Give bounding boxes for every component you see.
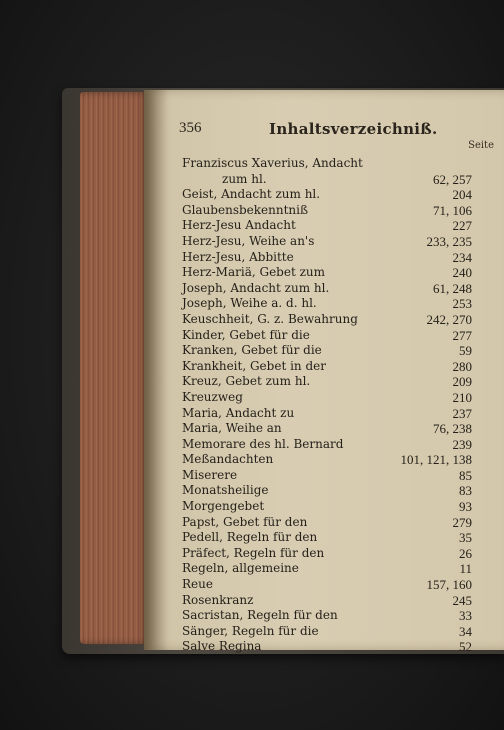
entry-title: Monatsheilige bbox=[182, 483, 269, 498]
index-entry bbox=[182, 468, 472, 484]
index-list bbox=[182, 156, 472, 655]
entry-page-numbers: 204 bbox=[452, 187, 472, 203]
entry-page-numbers: 242, 270 bbox=[426, 311, 472, 327]
entry-title: Krankheit, Gebet in der bbox=[182, 358, 326, 373]
index-entry bbox=[182, 343, 472, 359]
index-entry bbox=[182, 187, 472, 203]
index-entry bbox=[182, 359, 472, 375]
entry-page-numbers: 157, 160 bbox=[426, 577, 472, 593]
entry-title: Herz-Jesu, Weihe an's bbox=[182, 233, 315, 248]
entry-page-numbers: 237 bbox=[452, 405, 472, 421]
entry-title: Joseph, Weihe a. d. hl. bbox=[182, 296, 317, 311]
entry-page-numbers: 245 bbox=[452, 592, 472, 608]
gutter-shadow bbox=[144, 90, 168, 650]
entry-page-numbers: 61, 248 bbox=[433, 280, 472, 296]
entry-page-numbers: 85 bbox=[459, 467, 472, 483]
index-entry bbox=[182, 203, 472, 219]
index-entry bbox=[182, 281, 472, 297]
entry-title: Herz-Jesu Andacht bbox=[182, 218, 296, 233]
entry-title: Maria, Andacht zu bbox=[182, 405, 295, 420]
entry-title: Morgengebet bbox=[182, 499, 265, 514]
index-entry bbox=[182, 499, 472, 515]
entry-page-numbers: 83 bbox=[459, 483, 472, 499]
index-entry bbox=[182, 296, 472, 312]
entry-page-numbers: 239 bbox=[452, 436, 472, 452]
entry-title: Joseph, Andacht zum hl. bbox=[182, 280, 330, 295]
entry-title: Kreuzweg bbox=[182, 389, 243, 404]
index-entry bbox=[182, 421, 472, 437]
index-entry bbox=[182, 546, 472, 562]
entry-page-numbers: 93 bbox=[459, 499, 472, 515]
entry-title: Miserere bbox=[182, 467, 238, 482]
index-entry bbox=[182, 608, 472, 624]
index-entry bbox=[182, 218, 472, 234]
index-entry bbox=[182, 328, 472, 344]
entry-title: Kranken, Gebet für die bbox=[182, 343, 322, 358]
entry-page-numbers: 279 bbox=[452, 514, 472, 530]
entry-title: Regeln, allgemeine bbox=[182, 561, 299, 576]
book-page bbox=[144, 90, 504, 655]
entry-title: Kinder, Gebet für die bbox=[182, 327, 310, 342]
entry-page-numbers: 234 bbox=[452, 249, 472, 265]
index-entry bbox=[182, 561, 472, 577]
entry-page-numbers: 71, 106 bbox=[433, 202, 472, 218]
entry-page-numbers: 52 bbox=[459, 639, 472, 655]
entry-title: Sacristan, Regeln für den bbox=[182, 608, 338, 623]
entry-page-numbers: 209 bbox=[452, 374, 472, 390]
index-entry bbox=[182, 577, 472, 593]
entry-page-numbers: 101, 121, 138 bbox=[400, 452, 472, 468]
index-entry bbox=[182, 452, 472, 468]
index-entry bbox=[182, 624, 472, 640]
entry-page-numbers: 33 bbox=[459, 608, 472, 624]
entry-title: Salve Regina bbox=[182, 639, 262, 654]
entry-page-numbers: 62, 257 bbox=[433, 171, 472, 187]
running-title: Inhaltsverzeichniß. bbox=[269, 120, 438, 138]
entry-title: Geist, Andacht zum hl. bbox=[182, 187, 321, 202]
entry-title: Meßandachten bbox=[182, 452, 274, 467]
column-heading: Seite bbox=[468, 140, 494, 151]
entry-title: Sänger, Regeln für die bbox=[182, 623, 319, 638]
entry-page-numbers: 233, 235 bbox=[426, 233, 472, 249]
index-entry bbox=[182, 437, 472, 453]
entry-title: Memorare des hl. Bernard bbox=[182, 436, 344, 451]
entry-title: Reue bbox=[182, 577, 213, 592]
entry-title: Herz-Mariä, Gebet zum bbox=[182, 265, 326, 280]
index-entry bbox=[182, 593, 472, 609]
entry-title: Präfect, Regeln für den bbox=[182, 545, 325, 560]
entry-page-numbers: 26 bbox=[459, 545, 472, 561]
book bbox=[62, 80, 504, 658]
index-entry bbox=[182, 156, 472, 187]
entry-page-numbers: 277 bbox=[452, 327, 472, 343]
entry-page-numbers: 34 bbox=[459, 623, 472, 639]
entry-page-numbers: 76, 238 bbox=[433, 421, 472, 437]
index-entry bbox=[182, 515, 472, 531]
entry-title: Pedell, Regeln für den bbox=[182, 530, 318, 545]
index-entry bbox=[182, 374, 472, 390]
entry-page-numbers: 227 bbox=[452, 218, 472, 234]
entry-title: Herz-Jesu, Abbitte bbox=[182, 249, 294, 264]
entry-page-numbers: 253 bbox=[452, 296, 472, 312]
index-entry bbox=[182, 234, 472, 250]
entry-title: Keuschheit, G. z. Bewahrung bbox=[182, 311, 358, 326]
entry-page-numbers: 280 bbox=[452, 358, 472, 374]
index-entry bbox=[182, 639, 472, 655]
index-entry bbox=[182, 483, 472, 499]
entry-page-numbers: 11 bbox=[459, 561, 472, 577]
index-entry bbox=[182, 530, 472, 546]
entry-page-numbers: 35 bbox=[459, 530, 472, 546]
index-entry bbox=[182, 390, 472, 406]
page-edges bbox=[80, 92, 150, 644]
index-entry bbox=[182, 312, 472, 328]
entry-title: Glaubensbekenntniß bbox=[182, 202, 308, 217]
entry-page-numbers: 59 bbox=[459, 343, 472, 359]
index-entry bbox=[182, 406, 472, 422]
entry-title: Papst, Gebet für den bbox=[182, 514, 308, 529]
page-number: 356 bbox=[179, 120, 202, 136]
index-entry bbox=[182, 250, 472, 266]
entry-title: Maria, Weihe an bbox=[182, 421, 282, 436]
entry-title: Rosenkranz bbox=[182, 592, 254, 607]
entry-title: Franziscus Xaverius, Andacht bbox=[182, 156, 363, 170]
entry-title: Kreuz, Gebet zum hl. bbox=[182, 374, 311, 389]
index-entry bbox=[182, 265, 472, 281]
entry-page-numbers: 240 bbox=[452, 265, 472, 281]
entry-title-continued: zum hl. bbox=[222, 171, 267, 186]
entry-page-numbers: 210 bbox=[452, 389, 472, 405]
